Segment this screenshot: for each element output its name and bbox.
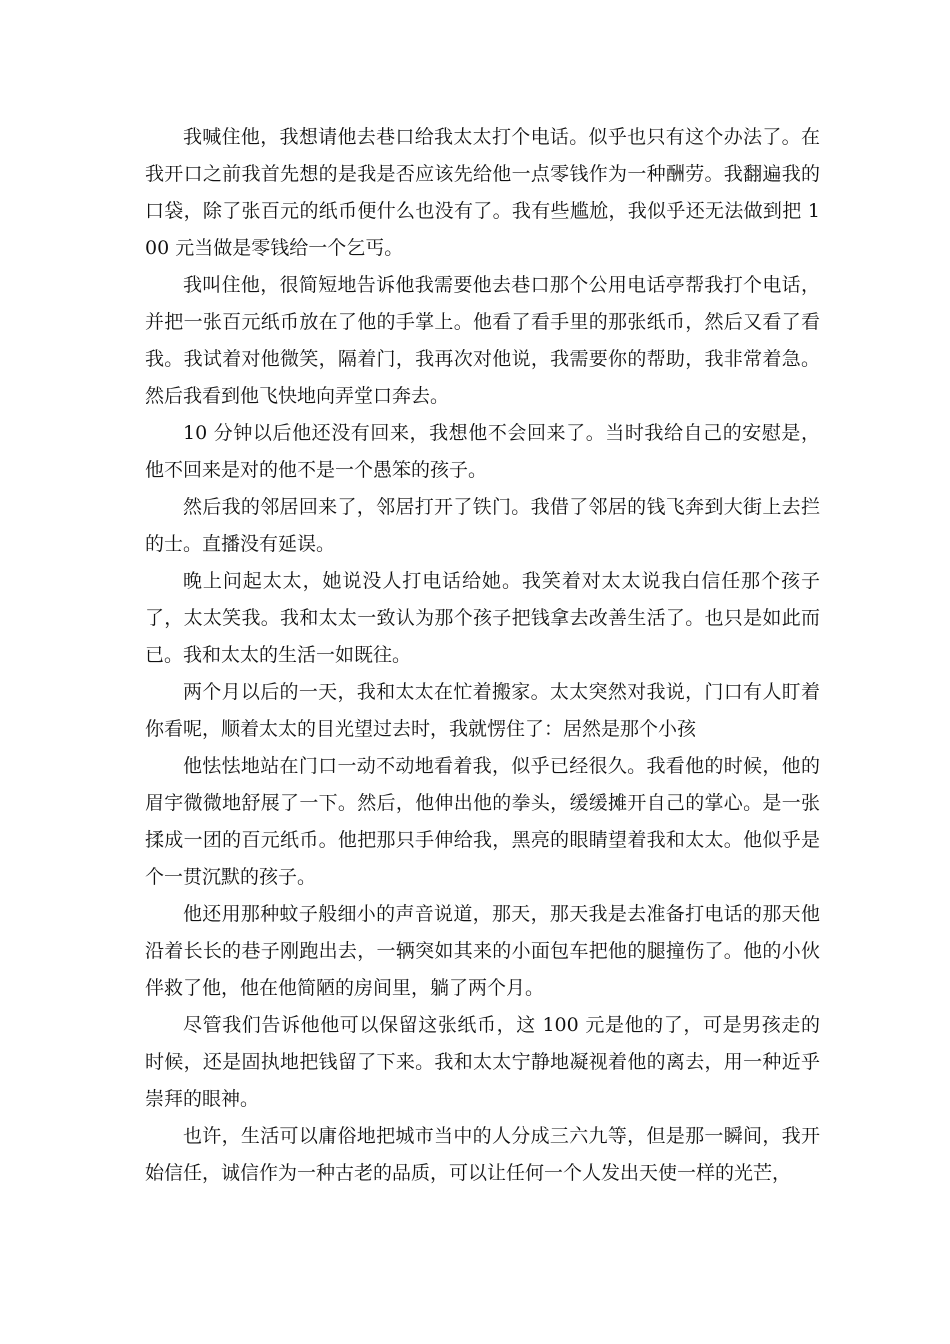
paragraph-6: 两个月以后的一天，我和太太在忙着搬家。太太突然对我说，门口有人盯着你看呢，顺着太太的目光望过去时，我就愣住了：居然是那个小孩 [145,681,820,740]
paragraph-7: 他怯怯地站在门口一动不动地看着我，似乎已经很久。我看他的时候，他的眉宇微微地舒展了一下。然后，他伸出他的拳头，缓缓摊开自己的掌心。是一张揉成一团的百元纸币。他把那只手伸给我，黑亮的眼睛望着我和太太。他似乎是个一贯沉默的孩子。 [145,755,820,888]
paragraph-8: 他还用那种蚊子般细小的声音说道，那天，那天我是去准备打电话的那天他沿着长长的巷子刚跑出去，一辆突如其来的小面包车把他的腿撞伤了。他的小伙伴救了他，他在他简陋的房间里，躺了两个月。 [145,903,820,999]
document-body [145,119,820,1192]
paragraph-10: 也许，生活可以庸俗地把城市当中的人分成三六九等，但是那一瞬间，我开始信任，诚信作为一种古老的品质，可以让任何一个人发出天使一样的光芒， [145,1125,820,1184]
paragraph-1: 我喊住他，我想请他去巷口给我太太打个电话。似乎也只有这个办法了。在我开口之前我首先想的是我是否应该先给他一点零钱作为一种酬劳。我翻遍我的口袋，除了张百元的纸币便什么也没有了。我有些尴尬，我似乎还无法做到把 100 元当做是零钱给一个乞丐。 [145,126,820,259]
paragraph-5: 晚上问起太太，她说没人打电话给她。我笑着对太太说我白信任那个孩子了，太太笑我。我和太太一致认为那个孩子把钱拿去改善生活了。也只是如此而已。我和太太的生活一如既往。 [145,570,820,666]
paragraph-9: 尽管我们告诉他他可以保留这张纸币，这 100 元是他的了，可是男孩走的时候，还是固执地把钱留了下来。我和太太宁静地凝视着他的离去，用一种近乎崇拜的眼神。 [145,1014,820,1110]
paragraph-2: 我叫住他，很简短地告诉他我需要他去巷口那个公用电话亭帮我打个电话，并把一张百元纸币放在了他的手掌上。他看了看手里的那张纸币，然后又看了看我。我试着对他微笑，隔着门，我再次对他说，我需要你的帮助，我非常着急。然后我看到他飞快地向弄堂口奔去。 [145,274,820,407]
paragraph-3: 10 分钟以后他还没有回来，我想他不会回来了。当时我给自己的安慰是，他不回来是对的他不是一个愚笨的孩子。 [145,422,820,481]
paragraph-4: 然后我的邻居回来了，邻居打开了铁门。我借了邻居的钱飞奔到大街上去拦的士。直播没有延误。 [145,496,820,555]
